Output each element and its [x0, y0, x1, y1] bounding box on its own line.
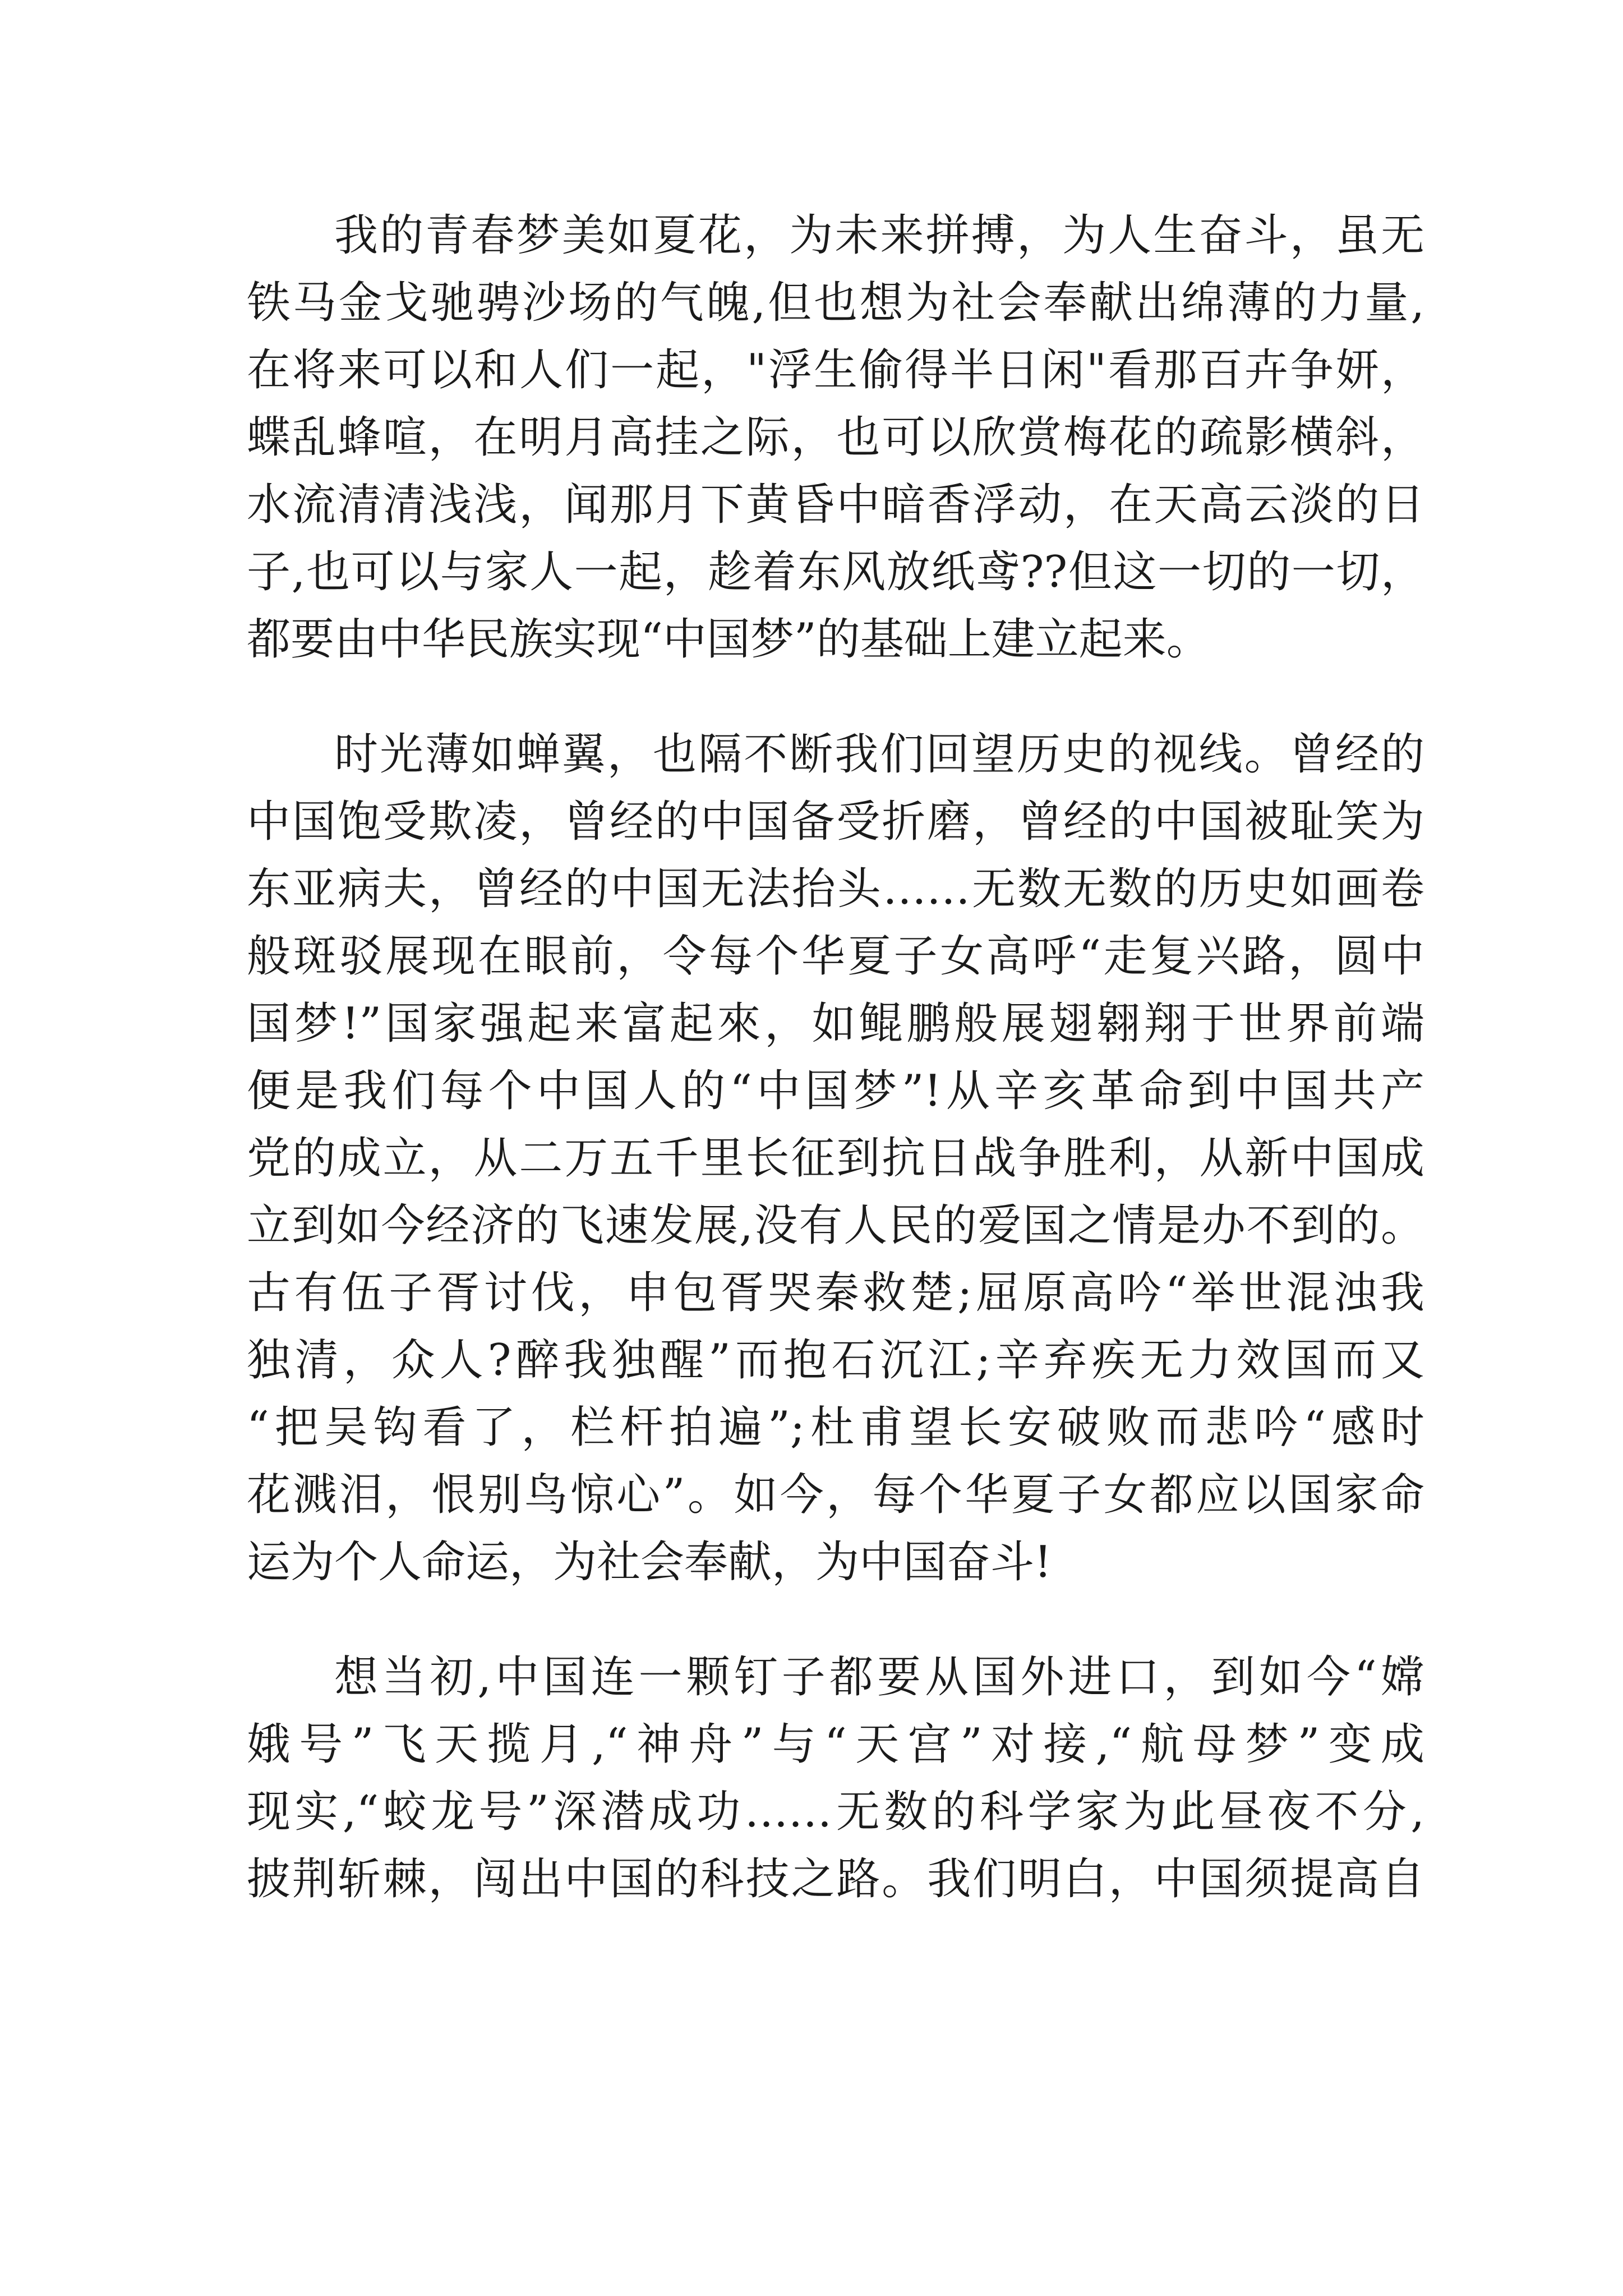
- paragraph-2-line-12: 花溅泪，恨别鸟惊心”。如今，每个华夏子女都应以国家命: [247, 1470, 1424, 1520]
- paragraph-2-line-4: 般斑驳展现在眼前，令每个华夏子女高呼“走复兴路，圆中: [247, 931, 1424, 982]
- paragraph-2-line-3: 东亚病夫，曾经的中国无法抬头……无数无数的历史如画卷: [247, 864, 1424, 914]
- paragraph-2-line-6: 便是我们每个中国人的“中国梦”!从辛亥革命到中国共产: [247, 1066, 1424, 1116]
- paragraph-1-line-2: 铁马金戈驰骋沙场的气魄,但也想为社会奉献出绵薄的力量,: [247, 278, 1424, 328]
- paragraph-1-line-7: 都要由中华民族实现“中国梦”的基础上建立起来。: [247, 614, 1210, 665]
- paragraph-2-line-2: 中国饱受欺凌，曾经的中国备受折磨，曾经的中国被耻笑为: [247, 797, 1424, 847]
- paragraph-2-line-7: 党的成立，从二万五千里长征到抗日战争胜利，从新中国成: [247, 1133, 1424, 1184]
- paragraph-2-line-11: “把吴钩看了，栏杆拍遍”;杜甫望长安破败而悲吟“感时: [247, 1402, 1424, 1453]
- paragraph-2-line-5: 国梦!”国家强起来富起來，如鲲鹏般展翅翱翔于世界前端: [247, 999, 1424, 1049]
- paragraph-3-line-4: 披荆斩棘，闯出中国的科技之路。我们明白，中国须提高自: [247, 1854, 1424, 1904]
- paragraph-2-line-9: 古有伍子胥讨伐，申包胥哭秦救楚;屈原高吟“举世混浊我: [247, 1268, 1424, 1318]
- paragraph-2-line-8: 立到如今经济的飞速发展,没有人民的爱国之情是办不到的。: [247, 1200, 1424, 1251]
- paragraph-1-line-1: 我的青春梦美如夏花，为未来拼搏，为人生奋斗，虽无: [334, 210, 1424, 261]
- paragraph-3-line-3: 现实,“蛟龙号”深潜成功……无数的科学家为此昼夜不分,: [247, 1787, 1424, 1837]
- paragraph-2-line-10: 独清，众人?醉我独醒”而抱石沉江;辛弃疾无力效国而又: [247, 1335, 1424, 1386]
- paragraph-1-line-4: 蝶乱蜂喧，在明月高挂之际，也可以欣赏梅花的疏影横斜，: [247, 412, 1424, 463]
- paragraph-1-line-6: 子,也可以与家人一起，趁着东风放纸鸢??但这一切的一切，: [247, 547, 1424, 597]
- paragraph-2-line-1: 时光薄如蝉翼，也隔不断我们回望历史的视线。曾经的: [334, 729, 1424, 780]
- paragraph-2-line-13: 运为个人命运，为社会奉献，为中国奋斗!: [247, 1537, 1052, 1588]
- paragraph-1-line-3: 在将来可以和人们一起，"浮生偷得半日闲"看那百卉争妍，: [247, 345, 1424, 395]
- paragraph-1-line-5: 水流清清浅浅，闻那月下黄昏中暗香浮动，在天高云淡的日: [247, 480, 1424, 530]
- paragraph-3-line-1: 想当初,中国连一颗钉子都要从国外进口，到如今“嫦: [334, 1652, 1424, 1703]
- paragraph-3-line-2: 娥号”飞天揽月,“神舟”与“天宫”对接,“航母梦”变成: [247, 1719, 1424, 1770]
